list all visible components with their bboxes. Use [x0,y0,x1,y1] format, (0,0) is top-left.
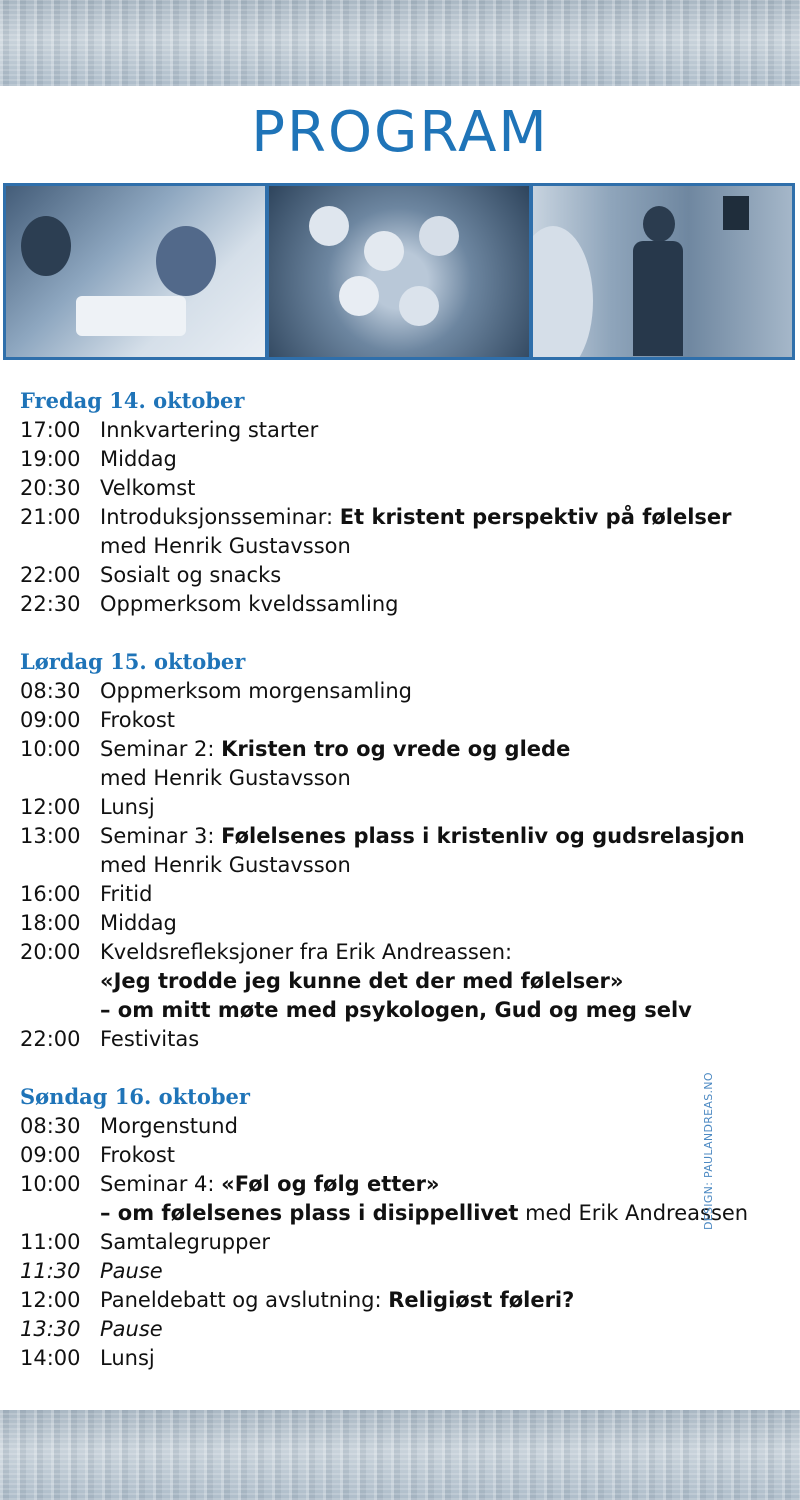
item-title: Følelsenes plass i kristenliv og gudsrelasjon [221,824,745,848]
day-spacer [20,1054,770,1082]
item-time: 12:00 [20,1288,81,1312]
decorative-bottom-band [0,1410,800,1500]
item-text: Frokost [100,708,176,732]
item-text [100,822,770,851]
schedule-item [20,416,770,445]
schedule-item-pause [20,1315,770,1344]
item-time: 14:00 [20,1346,81,1370]
schedule-item [20,1286,770,1315]
item-time: 21:00 [20,505,81,529]
item-time: 09:00 [20,1143,81,1167]
item-speaker: med Henrik Gustavsson [100,853,351,877]
item-time: 11:00 [20,1230,81,1254]
item-text: Festivitas [100,1027,200,1051]
item-speaker: med Henrik Gustavsson [100,534,351,558]
item-prefix: Paneldebatt og avslutning: [100,1288,389,1312]
item-text [100,1286,770,1315]
day-spacer [20,619,770,647]
item-title: Et kristent perspektiv på følelser [339,505,732,529]
schedule-item [20,1344,770,1373]
item-subtitle: – om mitt møte med psykologen, Gud og meg selv [100,998,692,1022]
item-title: «Føl og følg etter» [221,1172,440,1196]
schedule-item [20,1025,770,1054]
item-prefix: Seminar 4: [100,1172,222,1196]
item-text: Oppmerksom morgensamling [100,679,412,703]
item-title: Kristen tro og vrede og glede [221,737,571,761]
schedule-item [20,590,770,619]
schedule-item [20,561,770,590]
item-continuation [20,532,770,561]
item-text: Kveldsrefleksjoner fra Erik Andreassen: [100,940,513,964]
item-prefix: Seminar 2: [100,737,222,761]
item-text [100,735,770,764]
item-time: 18:00 [20,911,81,935]
item-text: Innkvartering starter [100,418,319,442]
item-title: «Jeg trodde jeg kunne det der med følelser» [100,969,624,993]
item-time: 08:30 [20,679,81,703]
decorative-top-band [0,0,800,86]
day-heading-sunday: Søndag 16. oktober [20,1084,250,1109]
item-prefix: Seminar 3: [100,824,222,848]
item-time: 19:00 [20,447,81,471]
schedule-item [20,1228,770,1257]
day-heading-saturday: Lørdag 15. oktober [20,649,246,674]
photo-speaker [533,186,792,357]
item-time: 22:00 [20,1027,81,1051]
item-text: Morgenstund [100,1114,238,1138]
item-text: Pause [100,1259,163,1283]
item-continuation [20,967,770,996]
item-time: 12:00 [20,795,81,819]
schedule-item [20,445,770,474]
item-speaker: med Henrik Gustavsson [100,766,351,790]
schedule-item [20,938,770,967]
item-time: 08:30 [20,1114,81,1138]
item-text: Middag [100,447,177,471]
photo-dinner [6,186,265,357]
schedule-item [20,677,770,706]
schedule-item [20,474,770,503]
item-time: 13:30 [20,1317,81,1341]
item-time: 22:30 [20,592,81,616]
item-time: 09:00 [20,708,81,732]
schedule-item [20,822,770,851]
item-text: Samtalegrupper [100,1230,270,1254]
schedule-item [20,1112,770,1141]
item-continuation [20,1199,770,1228]
item-time: 13:00 [20,824,81,848]
schedule-item [20,706,770,735]
schedule-item [20,503,770,532]
item-continuation [20,851,770,880]
photo-strip [3,183,795,360]
item-time: 17:00 [20,418,81,442]
day-heading-friday: Fredag 14. oktober [20,388,245,413]
schedule-item [20,1141,770,1170]
item-text: Lunsj [100,1346,155,1370]
item-time: 20:00 [20,940,81,964]
schedule-item [20,1170,770,1199]
item-title: Religiøst føleri? [388,1288,575,1312]
schedule-item [20,735,770,764]
design-credit: DESIGN: PAULANDREAS.NO [702,1072,716,1230]
item-prefix: Introduksjonsseminar: [100,505,340,529]
item-time: 11:30 [20,1259,81,1283]
schedule [20,386,770,1373]
item-text: Frokost [100,1143,176,1167]
item-text: Velkomst [100,476,196,500]
item-text [100,503,770,532]
schedule-item [20,793,770,822]
item-time: 10:00 [20,737,81,761]
item-time: 22:00 [20,563,81,587]
item-time: 20:30 [20,476,81,500]
item-subtitle: – om følelsenes plass i disippellivet [100,1201,519,1225]
item-text [100,1170,770,1199]
item-text: Lunsj [100,795,155,819]
item-speaker: med Erik Andreassen [518,1201,749,1225]
item-text: Sosialt og snacks [100,563,282,587]
item-text: Pause [100,1317,163,1341]
page-title: PROGRAM [251,100,549,165]
schedule-item-pause [20,1257,770,1286]
item-text: Middag [100,911,177,935]
item-text: Fritid [100,882,153,906]
photo-group [269,186,528,357]
item-continuation [20,996,770,1025]
item-subtitle-line [100,1199,770,1228]
item-time: 10:00 [20,1172,81,1196]
item-text: Oppmerksom kveldssamling [100,592,399,616]
item-time: 16:00 [20,882,81,906]
item-continuation [20,764,770,793]
schedule-item [20,909,770,938]
schedule-item [20,880,770,909]
